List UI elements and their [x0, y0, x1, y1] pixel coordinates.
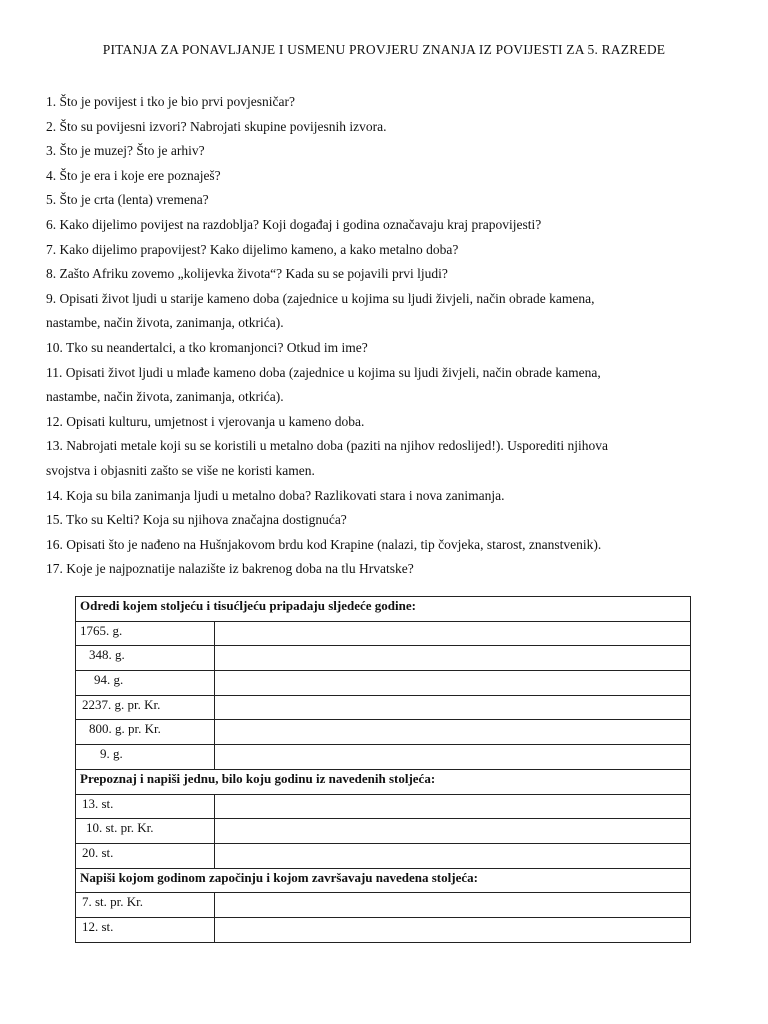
- question-line: 3. Što je muzej? Što je arhiv?: [46, 143, 205, 159]
- question-line: 13. Nabrojati metale koji su se koristili u metalno doba (paziti na njihov redoslijed!). Usporediti njihova: [46, 438, 609, 454]
- question-line: 7. Kako dijelimo prapovijest? Kako dijelimo kameno, a kako metalno doba?: [46, 241, 459, 257]
- table-row: [76, 671, 691, 696]
- row-label: 10. st. pr. Kr.: [76, 819, 215, 844]
- question-line: 11. Opisati život ljudi u mlađe kameno doba (zajednice u kojima su ljudi živjeli, način obrade kamena,: [46, 364, 601, 380]
- table-section-heading: [76, 597, 691, 622]
- table-row: [76, 621, 691, 646]
- table-row: [76, 646, 691, 671]
- question-line: 6. Kako dijelimo povijest na razdoblja? Koji događaj i godina označavaju kraj prapovijesti?: [46, 216, 542, 232]
- row-label: 13. st.: [76, 794, 215, 819]
- question-line: svojstva i objasniti zašto se više ne koristi kamen.: [46, 462, 315, 478]
- question-line: 2. Što su povijesni izvori? Nabrojati skupine povijesnih izvora.: [46, 118, 387, 134]
- row-label: 20. st.: [76, 843, 215, 868]
- table-row: [76, 794, 691, 819]
- question-line: nastambe, način života, zanimanja, otkrića).: [46, 315, 284, 331]
- section-heading-cell: Napiši kojom godinom započinju i kojom završavaju navedena stoljeća:: [76, 868, 691, 893]
- row-label: 12. st.: [76, 917, 215, 942]
- table-row: [76, 695, 691, 720]
- table-section-heading: [76, 868, 691, 893]
- question-line: nastambe, način života, zanimanja, otkrića).: [46, 389, 284, 405]
- row-label: 1765. g.: [76, 621, 215, 646]
- question-line: 16. Opisati što je nađeno na Hušnjakovom brdu kod Krapine (nalazi, tip čovjeka, starost, znanstvenik).: [46, 536, 602, 552]
- answer-cell[interactable]: [215, 745, 691, 770]
- question-line: 10. Tko su neandertalci, a tko kromanjonci? Otkud im ime?: [46, 339, 368, 355]
- question-line: 8. Zašto Afriku zovemo „kolijevka života“? Kada su se pojavili prvi ljudi?: [46, 266, 448, 282]
- exercise-table: [75, 596, 691, 943]
- question-line: 12. Opisati kulturu, umjetnost i vjerovanja u kameno doba.: [46, 413, 365, 429]
- answer-cell[interactable]: [215, 646, 691, 671]
- table-section-heading: [76, 769, 691, 794]
- section-heading-cell: Prepoznaj i napiši jednu, bilo koju godinu iz navedenih stoljeća:: [76, 769, 691, 794]
- question-line: 9. Opisati život ljudi u starije kameno doba (zajednice u kojima su ljudi živjeli, način obrade kamena,: [46, 290, 595, 306]
- row-label: 94. g.: [76, 671, 215, 696]
- question-line: 14. Koja su bila zanimanja ljudi u metalno doba? Razlikovati stara i nova zanimanja.: [46, 487, 505, 503]
- answer-cell[interactable]: [215, 794, 691, 819]
- table-row: [76, 893, 691, 918]
- row-label: 348. g.: [76, 646, 215, 671]
- row-label: 800. g. pr. Kr.: [76, 720, 215, 745]
- answer-cell[interactable]: [215, 843, 691, 868]
- question-line: 15. Tko su Kelti? Koja su njihova značajna dostignuća?: [46, 512, 347, 528]
- table-row: [76, 843, 691, 868]
- question-line: 5. Što je crta (lenta) vremena?: [46, 192, 209, 208]
- row-label: 7. st. pr. Kr.: [76, 893, 215, 918]
- question-line: 1. Što je povijest i tko je bio prvi povjesničar?: [46, 94, 295, 109]
- row-label: 9. g.: [76, 745, 215, 770]
- table-row: [76, 917, 691, 942]
- answer-cell[interactable]: [215, 893, 691, 918]
- answer-cell[interactable]: [215, 621, 691, 646]
- answer-cell[interactable]: [215, 819, 691, 844]
- table-row: [76, 819, 691, 844]
- section-heading-cell: Odredi kojem stoljeću i tisućljeću pripadaju sljedeće godine:: [76, 597, 691, 622]
- answer-cell[interactable]: [215, 917, 691, 942]
- question-list: [46, 90, 726, 582]
- page-title: PITANJA ZA PONAVLJANJE I USMENU PROVJERU ZNANJA IZ POVIJESTI ZA 5. RAZREDE: [102, 42, 666, 57]
- table-row: [76, 720, 691, 745]
- answer-cell[interactable]: [215, 671, 691, 696]
- row-label: 2237. g. pr. Kr.: [76, 695, 215, 720]
- answer-cell[interactable]: [215, 695, 691, 720]
- question-line: 17. Koje je najpoznatije nalazište iz bakrenog doba na tlu Hrvatske?: [46, 561, 414, 577]
- table-row: [76, 745, 691, 770]
- question-line: 4. Što je era i koje ere poznaješ?: [46, 167, 221, 183]
- answer-cell[interactable]: [215, 720, 691, 745]
